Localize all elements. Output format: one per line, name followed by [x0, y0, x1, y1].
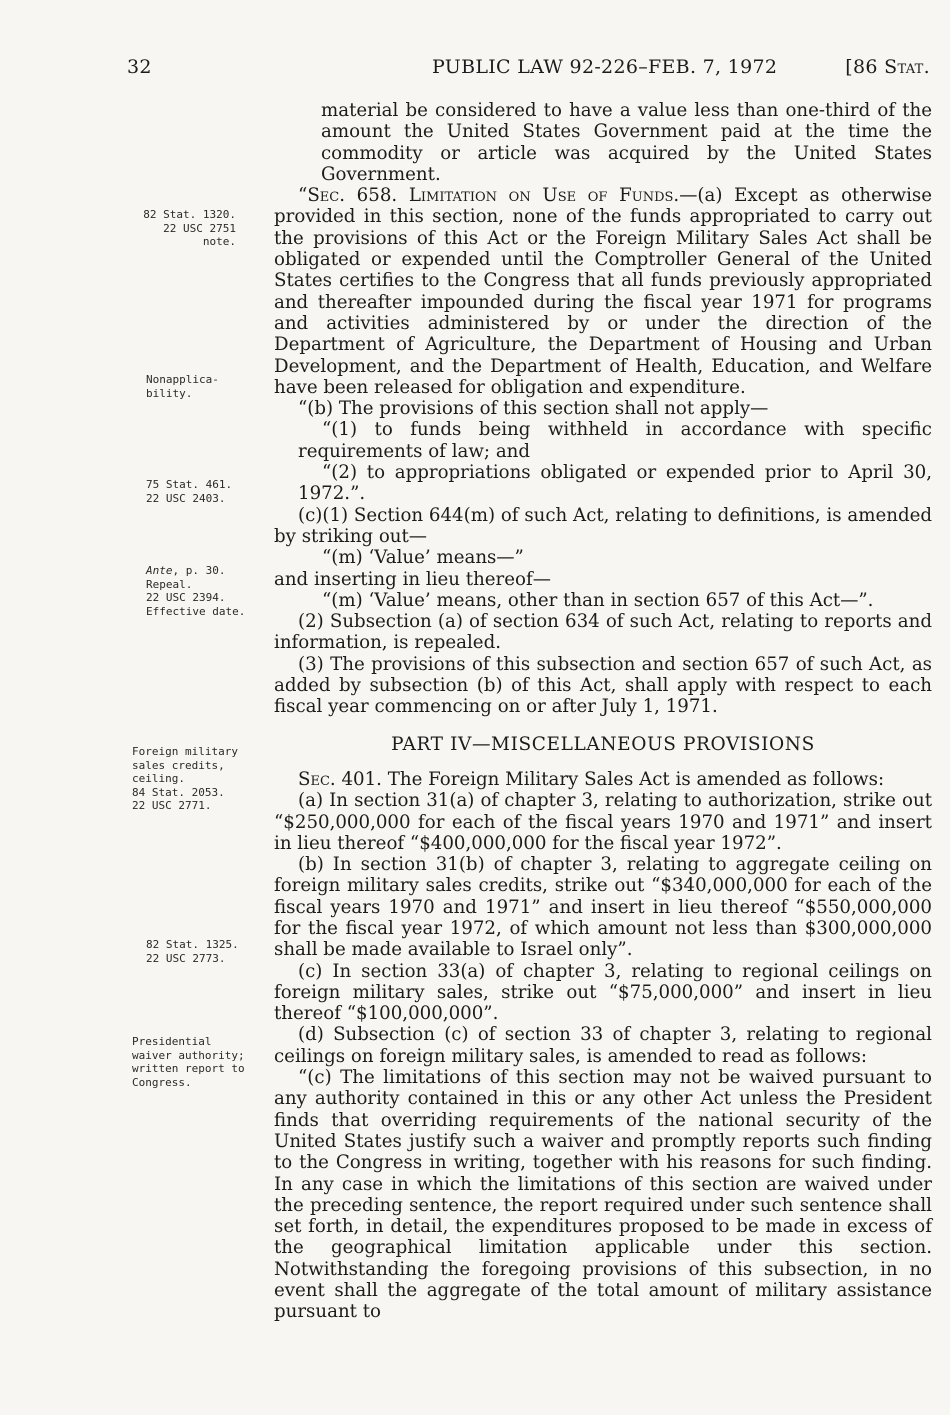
subsection-c-1: (c)(1) Section 644(m) of such Act, relating to definitions, is amended by striking out— [274, 504, 932, 547]
part-heading: PART IV—MISCELLANEOUS PROVISIONS [391, 733, 815, 755]
running-head: PUBLIC LAW 92-226–FEB. 7, 1972 [432, 56, 778, 78]
subsection-b-2: “(2) to appropriations obligated or expended prior to April 30, 1972.”. [298, 462, 932, 505]
margin-note-nonapplicability: Nonapplica- bility. [146, 373, 219, 400]
section-401: Sec. 401. The Foreign Military Sales Act is amended as follows: [298, 768, 885, 790]
margin-note-citation-2: 75 Stat. 461. 22 USC 2403. [146, 478, 233, 505]
paragraph-continuation: material be considered to have a value less than one-third of the amount the United States Government paid at the time the commodity or article was acquired by the United States Government. [321, 100, 932, 185]
quoted-value-definition-new: “(m) ‘Value’ means, other than in section 657 of this Act—”. [322, 589, 874, 611]
amendment-a: (a) In section 31(a) of chapter 3, relating to authorization, strike out “$250,000,000 for each of the fiscal years 1970 and 1971” and insert in lieu thereof “$400,000,000 for the fiscal year 1972”. [274, 790, 932, 854]
subsection-b-1: “(1) to funds being withheld in accordance with specific requirements of law; and [298, 419, 932, 462]
quoted-value-definition: “(m) ‘Value’ means—” [322, 547, 524, 569]
page-number: 32 [127, 56, 152, 78]
amendment-d: (d) Subsection (c) of section 33 of chapter 3, relating to regional ceilings on foreign military sales, is amended to read as follows: [274, 1024, 932, 1067]
amendment-c: (c) In section 33(a) of chapter 3, relating to regional ceilings on foreign military sales, strike out “$75,000,000” and insert in lieu thereof “$100,000,000”. [274, 960, 932, 1025]
margin-note-foreign-military-sales: Foreign military sales credits, ceiling. 84 Stat. 2053. 22 USC 2771. [132, 745, 238, 812]
body-text [274, 100, 932, 1323]
amendment-b: (b) In section 31(b) of chapter 3, relating to aggregate ceiling on foreign military sales credits, strike out “$340,000,000 for each of the fiscal years 1970 and 1971” and insert in lieu thereof “$550,000,000 for the fiscal year 1972, of which amount not less than $300,000,000 shall be made available to Israel only”. [274, 854, 932, 961]
subsection-c-2: (2) Subsection (a) of section 634 of such Act, relating to reports and information, is repealed. [274, 611, 932, 654]
margin-note-presidential-waiver: Presidential waiver authority; written report to Congress. [132, 1035, 245, 1089]
quoted-subsection-c: “(c) The limitations of this section may not be waived pursuant to any authority contained in this or any other Act unless the President finds that overriding requirements of the national security of the United States justify such a waiver and promptly reports such finding to the Congress in writing, together with his reasons for such finding. In any case in which the limitations of this section are waived under the preceding sentence, the report required under such sentence shall set forth, in detail, the expenditures proposed to be made in excess of the geographical limitation applicable under this section. Notwithstanding the foregoing provisions of this subsection, in no event shall the aggregate of the total amount of military assistance pursuant to [274, 1067, 932, 1323]
section-658: “Sec. 658. Limitation on Use of Funds.—(a) Except as otherwise provided in this section, none of the funds appropriated to carry out the provisions of this Act or the Foreign Military Sales Act shall be obligated or expended until the Comptroller General of the United States certifies to the Congress that all funds previously appropriated and thereafter impounded during the fiscal year 1971 for programs and activities administered by or under the direction of the Department of Agriculture, the Department of Housing and Urban Development, and the Department of Health, Education, and Welfare have been released for obligation and expenditure. [274, 185, 932, 398]
subsection-c-3: (3) The provisions of this subsection and section 657 of such Act, as added by subsection (b) of this Act, shall apply with respect to each fiscal year commencing on or after July 1, 1971. [274, 653, 932, 718]
margin-note-repeal: Ante, p. 30. Repeal. 22 USC 2394. Effective date. [146, 564, 246, 618]
margin-note-citation-3: 82 Stat. 1325. 22 USC 2773. [146, 938, 239, 965]
margin-note-citation-1: 82 Stat. 1320. 22 USC 2751 note. [143, 208, 236, 248]
inserting-line: and inserting in lieu thereof— [274, 568, 551, 590]
subsection-b: “(b) The provisions of this section shall not apply— [298, 398, 769, 420]
page-header [0, 56, 950, 84]
statute-reference: [86 Stat. [845, 56, 930, 78]
